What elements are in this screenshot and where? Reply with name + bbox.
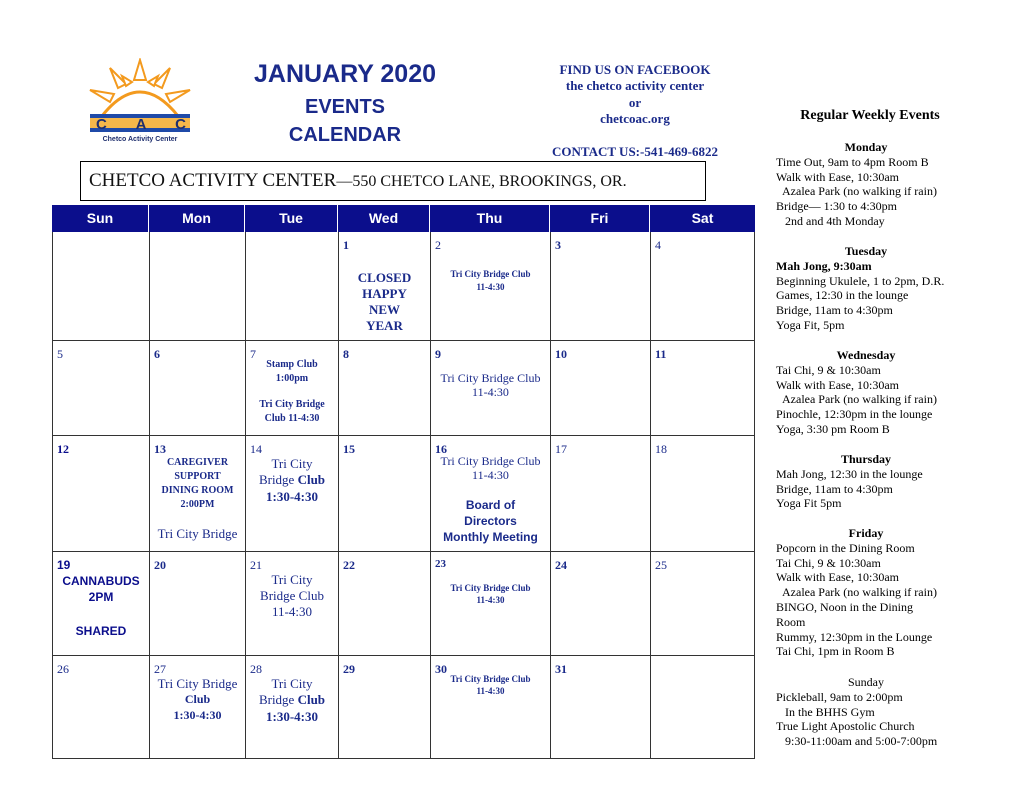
weekly-item: Yoga Fit 5pm [776, 496, 842, 511]
weekly-item: Mah Jong, 12:30 in the lounge [776, 466, 923, 481]
weekly-item: Mah Jong, 9:30am [776, 258, 872, 273]
logo-letters [96, 116, 186, 133]
calendar-cell [149, 552, 245, 656]
weekly-tuesday [776, 244, 976, 333]
weekday-heading: Tuesday [844, 244, 888, 258]
day-number: 4 [655, 238, 661, 252]
weekly-item: Bridge— 1:30 to 4:30pm [776, 199, 897, 214]
weekly-item: Yoga, 3:30 pm Room B [776, 421, 890, 436]
event-location: DINING ROOM [161, 485, 234, 496]
logo-letter: C [175, 116, 186, 133]
day-header: Mon [149, 205, 245, 232]
day-number: 31 [555, 662, 567, 676]
calendar-cell [149, 341, 245, 436]
day-number: 5 [57, 347, 63, 361]
calendar-cell [52, 341, 149, 436]
event-text: Bridge [258, 472, 298, 487]
calendar-title-calendar: CALENDAR [288, 124, 402, 146]
event-bridge: Tri City [271, 676, 313, 691]
weekly-item: Rummy, 12:30pm in the Lounge [776, 629, 933, 644]
day-number: 25 [655, 558, 667, 572]
day-number: 3 [555, 238, 561, 252]
calendar-cell [650, 341, 755, 436]
calendar-cell [650, 436, 755, 552]
weekday-heading: Thursday [840, 452, 892, 466]
weekly-item: Tai Chi, 1pm in Room B [776, 644, 895, 659]
contact-phone: CONTACT US:-541-469-6822 [552, 144, 718, 159]
calendar-cell [338, 656, 430, 759]
event-board: Monthly Meeting [443, 530, 538, 544]
event-time: 11-4:30 [476, 686, 505, 696]
event-closed: CLOSED HAPPY NEW YEAR [357, 270, 412, 333]
calendar-cell [430, 341, 550, 436]
weekday-heading: Friday [848, 526, 884, 540]
weekly-events-title: Regular Weekly Events [800, 108, 940, 123]
event-shared: SHARED [75, 624, 127, 638]
calendar-cell [430, 232, 550, 341]
event-time: 11-4:30 [472, 468, 509, 482]
calendar-cell [52, 552, 149, 656]
calendar-cell [338, 436, 430, 552]
event-bridge-club: Bridge Club [260, 588, 324, 603]
day-header: Wed [338, 205, 430, 232]
event-bridge-club [246, 472, 338, 488]
calendar-cell [550, 552, 650, 656]
weekly-item: True Light Apostolic Church [776, 719, 915, 734]
weekly-item: Pinochle, 12:30pm in the lounge [776, 407, 933, 422]
calendar-cell [52, 436, 149, 552]
facebook-heading: FIND US ON FACEBOOK [559, 62, 711, 77]
weekly-item: Games, 12:30 in the lounge [776, 288, 909, 303]
calendar-cell [245, 436, 338, 552]
calendar-cell [338, 232, 430, 341]
event-time: Club 11-4:30 [264, 413, 320, 424]
day-number: 20 [154, 558, 166, 572]
weekly-item: Popcorn in the Dining Room [776, 540, 915, 555]
day-number: 18 [655, 442, 667, 456]
event-bridge-club: Club [184, 692, 211, 706]
event-time: 11-4:30 [476, 282, 505, 292]
weekly-item: Bridge, 11am to 4:30pm [776, 481, 893, 496]
day-number: 16 [435, 442, 447, 456]
weekly-item: Azalea Park (no walking if rain) [776, 184, 937, 199]
calendar-cell-empty [52, 232, 149, 341]
event-cannabuds: CANNABUDS [62, 574, 140, 588]
day-header: Fri [550, 205, 650, 232]
event-time: 11-4:30 [472, 385, 509, 399]
weekly-item: Azalea Park (no walking if rain) [776, 585, 937, 600]
event-board: Directors [464, 514, 517, 528]
day-number: 27 [154, 662, 166, 676]
weekly-item: 9:30-11:00am and 5:00-7:00pm [776, 734, 938, 749]
day-number: 7 [250, 347, 256, 361]
event-text: Club [297, 472, 326, 487]
weekly-item: Walk with Ease, 10:30am [776, 570, 900, 585]
weekly-sunday [776, 675, 976, 749]
day-number: 19 [57, 558, 71, 572]
day-header: Tue [245, 205, 338, 232]
center-name: CHETCO ACTIVITY CENTER [89, 170, 337, 191]
day-number: 14 [250, 442, 262, 456]
weekly-item: Beginning Ukulele, 1 to 2pm, D.R. [776, 273, 945, 288]
event-bridge: Tri City Bridge Club [450, 269, 531, 279]
event-text: Club [297, 692, 326, 707]
day-number: 15 [343, 442, 355, 456]
weekly-item: Walk with Ease, 10:30am [776, 169, 900, 184]
event-bridge: Tri City Bridge Club [450, 674, 531, 684]
event-time: 1:30-4:30 [266, 709, 318, 724]
calendar-cell-empty [245, 232, 338, 341]
event-time: 11-4:30 [272, 604, 312, 619]
event-time: 2:00PM [180, 499, 215, 510]
day-number: 22 [343, 558, 355, 572]
event-support: SUPPORT [174, 471, 221, 482]
event-bridge: Tri City Bridge [157, 526, 238, 541]
calendar-cell [550, 436, 650, 552]
calendar-cell [430, 436, 550, 552]
event-bridge: Tri City Bridge [259, 399, 325, 410]
weekly-item: Room [776, 614, 806, 629]
calendar-cell [52, 656, 149, 759]
weekly-monday [776, 140, 976, 229]
day-number: 10 [555, 347, 567, 361]
facebook-name: the chetco activity center [565, 78, 705, 93]
day-number: 24 [555, 558, 567, 572]
calendar-cell [430, 552, 550, 656]
weekly-item: Time Out, 9am to 4pm Room B [776, 154, 929, 169]
weekly-item: BINGO, Noon in the Dining [776, 599, 913, 614]
event-time: 2PM [88, 590, 114, 604]
weekly-wednesday [776, 348, 976, 437]
day-number: 26 [57, 662, 69, 676]
day-header: Thu [430, 205, 550, 232]
calendar-cell [245, 656, 338, 759]
weekly-item: 2nd and 4th Monday [776, 213, 885, 228]
calendar-cell [430, 656, 550, 759]
calendar-cell [149, 436, 245, 552]
day-header: Sat [650, 205, 755, 232]
day-number: 23 [435, 558, 446, 570]
calendar-cell [650, 552, 755, 656]
calendar-title-events: EVENTS [304, 96, 386, 118]
contact-or: or [628, 95, 642, 110]
center-address: —550 CHETCO LANE, BROOKINGS, OR. [336, 173, 627, 190]
weekly-item: Yoga Fit, 5pm [776, 317, 845, 332]
event-bridge: Tri City Bridge [157, 676, 238, 691]
event-time: 1:30-4:30 [266, 489, 318, 504]
day-number: 8 [343, 347, 349, 361]
calendar-cell [550, 341, 650, 436]
day-number: 6 [154, 347, 160, 361]
address-box [80, 161, 706, 201]
event-bridge: Tri City Bridge Club [440, 454, 541, 468]
event-caregiver: CAREGIVER [166, 457, 229, 468]
logo-letter: A [135, 116, 147, 133]
day-number: 30 [435, 662, 447, 676]
weekly-item: Walk with Ease, 10:30am [776, 377, 900, 392]
weekly-friday [776, 526, 976, 659]
calendar-title-month: JANUARY 2020 [253, 60, 437, 88]
day-number: 17 [555, 442, 567, 456]
event-stamp-club: Stamp Club [266, 359, 318, 370]
calendar-cell [650, 232, 755, 341]
event-bridge: Tri City Bridge Club [440, 371, 541, 385]
day-number: 11 [655, 347, 667, 361]
weekly-item: Tai Chi, 9 & 10:30am [776, 555, 881, 570]
day-number: 28 [250, 662, 262, 676]
logo-caption: Chetco Activity Center [102, 136, 178, 143]
weekly-item: Azalea Park (no walking if rain) [776, 392, 937, 407]
calendar-cell [550, 232, 650, 341]
calendar-cell [338, 552, 430, 656]
calendar-cell [550, 656, 650, 759]
day-header: Sun [52, 205, 149, 232]
calendar-cell [149, 656, 245, 759]
day-number: 13 [154, 442, 166, 456]
event-bridge-club [246, 692, 338, 708]
calendar-cell [338, 341, 430, 436]
logo-letter: C [96, 116, 107, 133]
event-time: 11-4:30 [476, 595, 505, 605]
event-time: 1:30-4:30 [173, 708, 222, 722]
day-number: 1 [343, 238, 349, 252]
weekly-item: Bridge, 11am to 4:30pm [776, 303, 893, 318]
chetco-logo [80, 58, 200, 153]
event-text: Bridge [258, 692, 298, 707]
calendar-cell-empty [650, 656, 755, 759]
event-board: Board of [465, 498, 516, 512]
weekday-heading: Sunday [848, 675, 884, 689]
calendar-cell-empty [149, 232, 245, 341]
weekday-heading: Wednesday [836, 348, 896, 362]
day-number: 9 [435, 347, 441, 361]
event-time: 1:00pm [275, 373, 309, 384]
day-number: 12 [57, 442, 69, 456]
calendar-cell [245, 552, 338, 656]
weekly-item: Tai Chi, 9 & 10:30am [776, 362, 881, 377]
weekly-item: In the BHHS Gym [776, 704, 875, 719]
event-bridge: Tri City [271, 456, 313, 471]
day-number: 2 [435, 238, 441, 252]
weekly-item: Pickleball, 9am to 2:00pm [776, 689, 903, 704]
event-bridge: Tri City [271, 572, 313, 587]
event-bridge: Tri City Bridge Club [450, 583, 531, 593]
website-link[interactable]: chetcoac.org [600, 111, 670, 126]
day-number: 29 [343, 662, 355, 676]
weekday-heading: Monday [844, 140, 888, 154]
day-number: 21 [250, 558, 262, 572]
weekly-thursday [776, 452, 976, 511]
calendar-cell [245, 341, 338, 436]
